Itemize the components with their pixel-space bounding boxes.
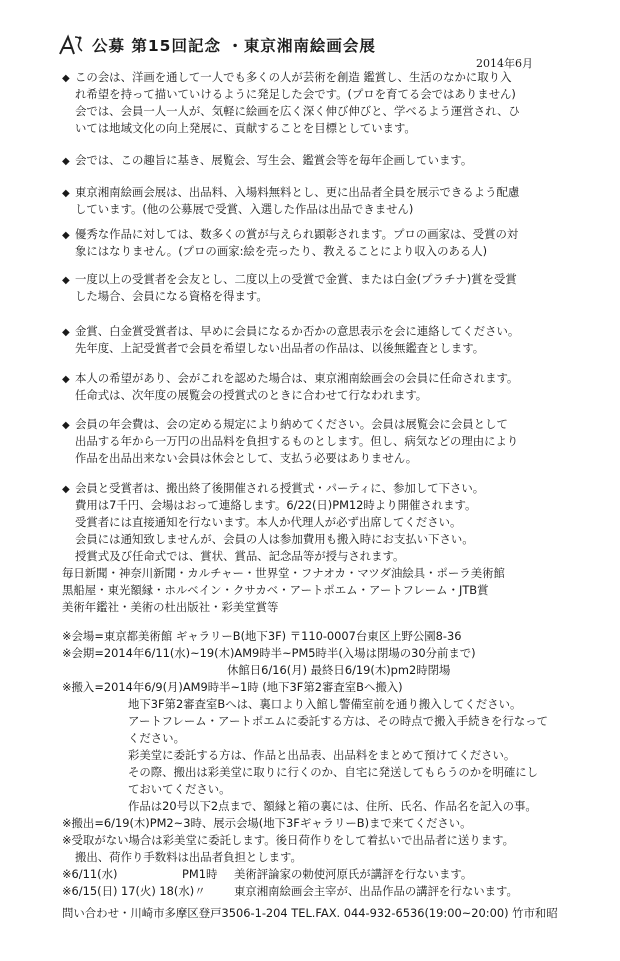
bullet-icon: ◆ xyxy=(62,374,70,385)
paragraph-awards xyxy=(62,226,614,260)
text-line: 先年度、上記受賞者で会員を希望しない出品者の作品は、以後無鑑査とします。 xyxy=(75,341,485,355)
paragraph-exhibition xyxy=(62,184,614,218)
text-line: 本人の希望があり、会がこれを認めた場合は、東京湘南絵画会の会員に任命されます。 xyxy=(75,371,519,385)
exhibition-info xyxy=(62,628,614,900)
text-line: 作品は20号以下2点まで、額縁と箱の裏には、住所、氏名、作品名を記入の事。 xyxy=(128,799,537,813)
text-line: ておいてください。 xyxy=(128,782,231,796)
text-line: 受賞者には直接通知を行ないます。本人か代理人が必ず出席してください。 xyxy=(75,515,462,529)
critique-date: ※6/15(日) 17(火) 18(水)〃 xyxy=(62,884,206,898)
paragraph-purpose xyxy=(62,69,614,137)
carry-out-line: ※搬出=6/19(木)PM2~3時、展示会場(地下3FギャラリーB)まで来てください。 xyxy=(62,816,472,830)
text-line: 作品を出品出来ない会員は休会として、支払う必要はありません。 xyxy=(75,451,418,465)
contact-footer: 問い合わせ・川崎市多摩区登戸3506-1-204 TEL.FAX. 044-932-6536(19:00~20:00) 竹市和昭 xyxy=(62,906,558,920)
text-line: 金賞、白金賞受賞者は、早めに会員になるか否かの意思表示を会に連絡してください。 xyxy=(75,324,520,338)
paragraph-appointment xyxy=(62,370,614,404)
closed-day-line: 休館日6/16(月) 最終日6/19(木)pm2時閉場 xyxy=(227,663,451,677)
text-line: 任命式は、次年度の展覧会の授賞式のときに合わせて行なわれます。 xyxy=(75,388,428,402)
receive-line: ※受取がない場合は彩美堂に委託します。後日荷作りをして着払いで出品者に送ります。 xyxy=(62,833,514,847)
paragraph-annual-fee xyxy=(62,416,614,467)
text-line: 一度以上の受賞者を会友とし、二度以上の受賞で金賞、または白金(プラチナ)賞を受賞 xyxy=(75,272,517,286)
text-line: 会員の年会費は、会の定める規定により納めてください。会員は展覧会に会員として xyxy=(75,417,508,431)
bullet-icon: ◆ xyxy=(62,484,70,495)
critique-date: ※6/11(水) xyxy=(62,867,118,881)
critique-line xyxy=(62,866,614,883)
bullet-icon: ◆ xyxy=(62,275,70,286)
bullet-icon: ◆ xyxy=(62,73,70,84)
text-line: この会は、洋画を通して一人でも多くの人が芸術を創造 鑑賞し、生活のなかに取り入 xyxy=(75,70,512,84)
text-line: しています。(他の公募展で受賞、入選した作品は出品できません) xyxy=(75,202,414,216)
text-line: 会員には通知致しませんが、会員の人は参加費用も搬入時にお支払い下さい。 xyxy=(75,532,474,546)
critique-text: 美術評論家の勅使河原氏が講評を行ないます。 xyxy=(234,867,473,881)
critique-text: 東京湘南絵画会主宰が、出品作品の講評を行ないます。 xyxy=(234,884,518,898)
critique-line xyxy=(62,883,614,900)
text-line: ください。 xyxy=(128,731,185,745)
bullet-icon: ◆ xyxy=(62,230,70,241)
issue-date: 2014年6月 xyxy=(476,57,533,70)
critique-time: PM1時 xyxy=(182,867,218,881)
carry-in-line: ※搬入=2014年6/9(月)AM9時半~1時 (地下3F第2審査室Bへ搬入) xyxy=(62,680,403,694)
venue-line: ※会場=東京都美術館 ギャラリーB(地下3F) 〒110-0007台東区上野公園8-36 xyxy=(62,629,462,643)
text-line: 優秀な作品に対しては、数多くの賞が与えられ顕彰されます。プロの画家は、受賞の対 xyxy=(75,227,519,241)
page-title: 公募 第15回記念 ・東京湘南絵画会展 xyxy=(92,37,376,55)
sponsor-line: 毎日新聞・神奈川新聞・カルチャー・世界堂・フナオカ・マツダ油絵具・ポーラ美術館 xyxy=(62,566,505,580)
bullet-icon: ◆ xyxy=(62,327,70,338)
text-line: 東京湘南絵画会展は、出品料、入場料無料とし、更に出品者全員を展示できるよう配慮 xyxy=(75,185,520,199)
text-line: アートフレーム・アートポエムに委託する方は、その時点で搬入手続きを行なって xyxy=(128,714,548,728)
period-line: ※会期=2014年6/11(水)~19(木)AM9時半~PM5時半(入場は閉場の30分前まで) xyxy=(62,646,476,660)
text-line: いては地域文化の向上発展に、貢献することを目標としています。 xyxy=(75,121,416,135)
text-line: 出品する年から一万円の出品料を負担するものとします。但し、病気などの理由により xyxy=(75,434,519,448)
sponsor-line: 美術年鑑社・美術の杜出版社・彩美堂賞等 xyxy=(62,600,279,614)
sponsor-line: 黒船屋・東光額縁・ホルベイン・クサカベ・アートポエム・アートフレーム・JTB賞 xyxy=(62,583,489,597)
text-line: 彩美堂に委託する方は、作品と出品表、出品料をまとめて預けてください。 xyxy=(128,748,516,762)
text-line: 会員と受賞者は、搬出終了後開催される授賞式・パーティに、参加して下さい。 xyxy=(75,481,485,495)
text-line: 授賞式及び任命式では、賞状、賞品、記念品等が授与されます。 xyxy=(75,549,405,563)
text-line: その際、搬出は彩美堂に取りに行くのか、自宅に発送してもらうのかを明確にし xyxy=(128,765,539,779)
text-line: した場合、会員になる資格を得ます。 xyxy=(75,289,268,303)
paragraph-events xyxy=(62,152,614,169)
text-line: 地下3F第2審査室Bへは、裏口より入館し警備室前を通り搬入してください。 xyxy=(128,697,522,711)
text-line: 会では、この趣旨に基き、展覧会、写生会、鑑賞会等を毎年企画しています。 xyxy=(75,153,473,167)
text-line: 会では、会員一人一人が、気軽に絵画を広く深く伸び伸びと、学べるよう運営され、ひ xyxy=(75,104,520,118)
paragraph-membership xyxy=(62,271,614,305)
paragraph-ceremony xyxy=(62,480,614,616)
bullet-icon: ◆ xyxy=(62,420,70,431)
text-line: 象にはなりません。(プロの画家:絵を売ったり、教えることにより収入のある人) xyxy=(75,244,488,258)
bullet-icon: ◆ xyxy=(62,156,70,167)
organization-logo-icon xyxy=(58,34,84,56)
paragraph-gold-award xyxy=(62,323,614,357)
bullet-icon: ◆ xyxy=(62,188,70,199)
receive-line: 搬出、荷作り手数料は出品者負担とします。 xyxy=(75,850,302,864)
text-line: 費用は7千円、会場はおって連絡します。6/22(日)PM12時より開催されます。 xyxy=(75,498,477,512)
text-line: れ希望を持って描いていけるように発足した会です。(プロを育てる会ではありません) xyxy=(75,87,516,101)
title-row xyxy=(58,34,376,56)
